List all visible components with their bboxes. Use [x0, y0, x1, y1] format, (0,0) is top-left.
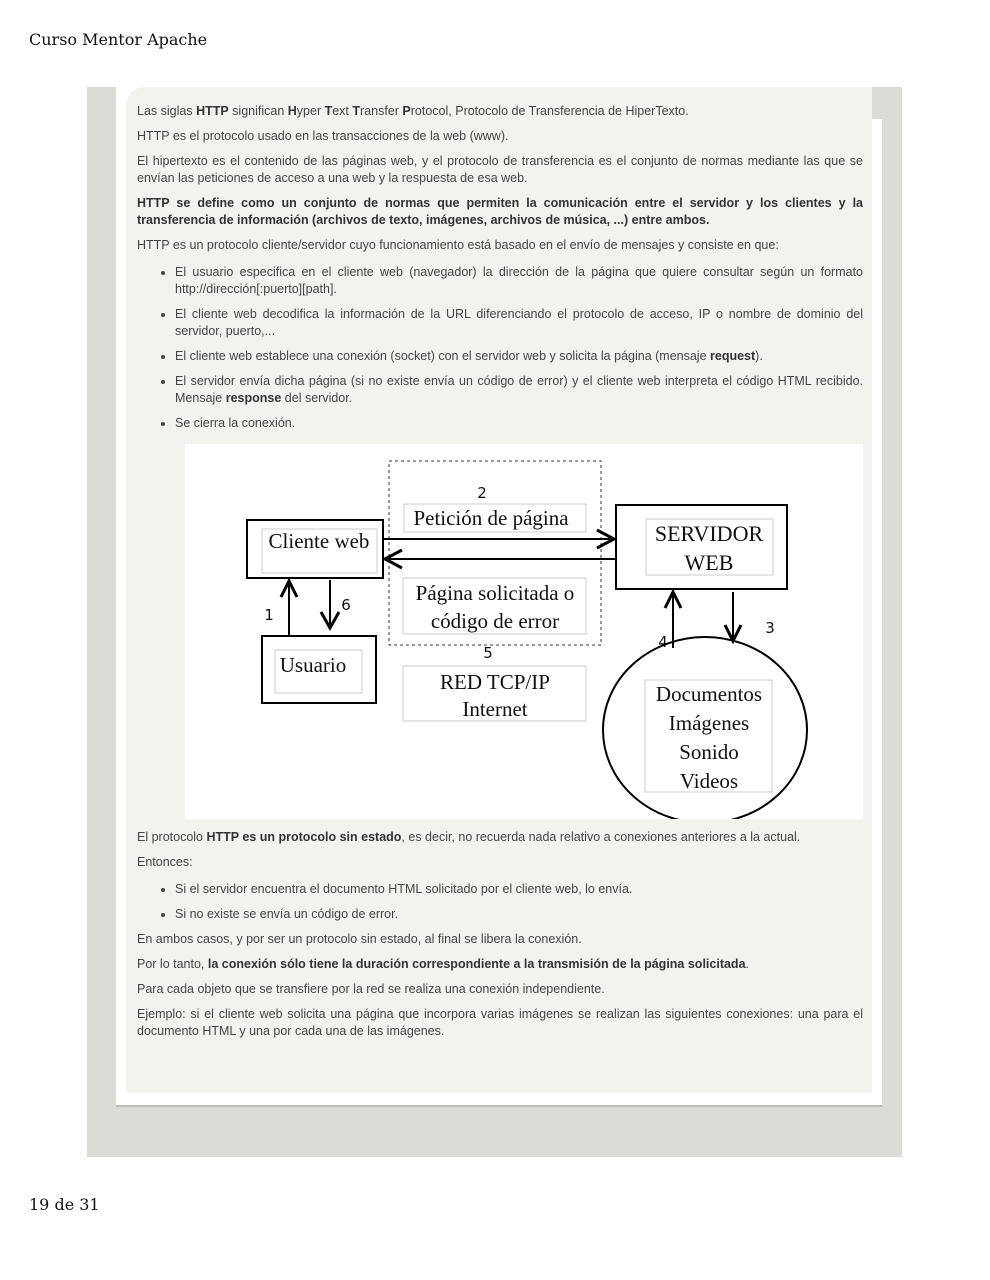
request-label: Petición de página: [413, 506, 569, 530]
step-1-label: 1: [264, 606, 274, 624]
paragraph: Entonces:: [137, 855, 193, 869]
response-label: código de error: [430, 609, 560, 633]
step-2-label: 2: [477, 484, 487, 502]
paragraph-bold: HTTP se define como un conjunto de normas que permiten la comunicación entre el servidor y los clientes y la transferencia de información (archivos de texto, imágenes, archivos de música, ...) entre ambos.: [137, 196, 863, 227]
page-number: 19 de 31: [29, 1195, 100, 1214]
list-item: • El usuario especifica en el cliente web (navegador) la dirección de la página que quiere consultar según un formato http://dirección[:puerto][path].: [175, 264, 863, 298]
frame-corner: [872, 87, 902, 119]
cases-list: [137, 881, 863, 923]
server-label: WEB: [684, 550, 734, 575]
list-item: • El servidor envía dicha página (si no existe envía un código de error) y el cliente web interpreta el código HTML recibido. Mensaje response del servidor.: [175, 373, 863, 407]
list-item: • Si el servidor encuentra el documento HTML solicitado por el cliente web, lo envía.: [175, 881, 863, 898]
step-5-label: 5: [483, 644, 493, 662]
http-diagram: [185, 444, 863, 819]
page-header: Curso Mentor Apache: [29, 30, 208, 49]
step-4-label: 4: [658, 633, 668, 651]
paragraph: Para cada objeto que se transfiere por la red se realiza una conexión independiente.: [137, 982, 605, 996]
paragraph: Por lo tanto, la conexión sólo tiene la duración correspondiente a la transmisión de la página solicitada.: [137, 957, 749, 971]
resource-label: Documentos: [655, 682, 763, 706]
steps-list: [137, 264, 863, 432]
paragraph: Ejemplo: si el cliente web solicita una página que incorpora varias imágenes se realizan las siguientes conexiones: una para el documento HTML y una por cada una de las imágenes.: [137, 1007, 863, 1038]
user-label: Usuario: [279, 653, 347, 677]
paragraph: El hipertexto es el contenido de las páginas web, y el protocolo de transferencia es el conjunto de normas mediante las que se envían las peticiones de acceso a una web y la respuesta de esa web.: [137, 154, 863, 185]
server-box: [616, 505, 787, 589]
step-3-label: 3: [765, 619, 775, 637]
paragraph: Las siglas HTTP significan Hyper Text Transfer Protocol, Protocolo de Transferencia de HiperTexto.: [137, 104, 689, 118]
article: [137, 103, 863, 1048]
step-6-label: 6: [341, 596, 351, 614]
resource-label: Videos: [679, 769, 739, 793]
paragraph: El protocolo HTTP es un protocolo sin estado, es decir, no recuerda nada relativo a conexiones anteriores a la actual.: [137, 830, 801, 844]
list-item: • Se cierra la conexión.: [175, 415, 863, 432]
paragraph: HTTP es el protocolo usado en las transacciones de la web (www).: [137, 129, 509, 143]
paragraph: HTTP es un protocolo cliente/servidor cuyo funcionamiento está basado en el envío de mensajes y consiste en que:: [137, 238, 779, 252]
server-label: SERVIDOR: [654, 521, 764, 546]
resource-label: Imágenes: [668, 711, 750, 735]
network-label: Internet: [462, 697, 528, 721]
list-item: • El cliente web decodifica la información de la URL diferenciando el protocolo de acceso, IP o nombre de dominio del servidor, puerto,...: [175, 306, 863, 340]
list-item: • Si no existe se envía un código de error.: [175, 906, 863, 923]
network-label: RED TCP/IP: [440, 670, 550, 694]
response-label: Página solicitada o: [415, 581, 575, 605]
resource-label: Sonido: [679, 740, 739, 764]
client-label: Cliente web: [268, 529, 370, 553]
paragraph: En ambos casos, y por ser un protocolo sin estado, al final se libera la conexión.: [137, 932, 582, 946]
list-item: • El cliente web establece una conexión (socket) con el servidor web y solicita la página (mensaje request).: [175, 348, 863, 365]
